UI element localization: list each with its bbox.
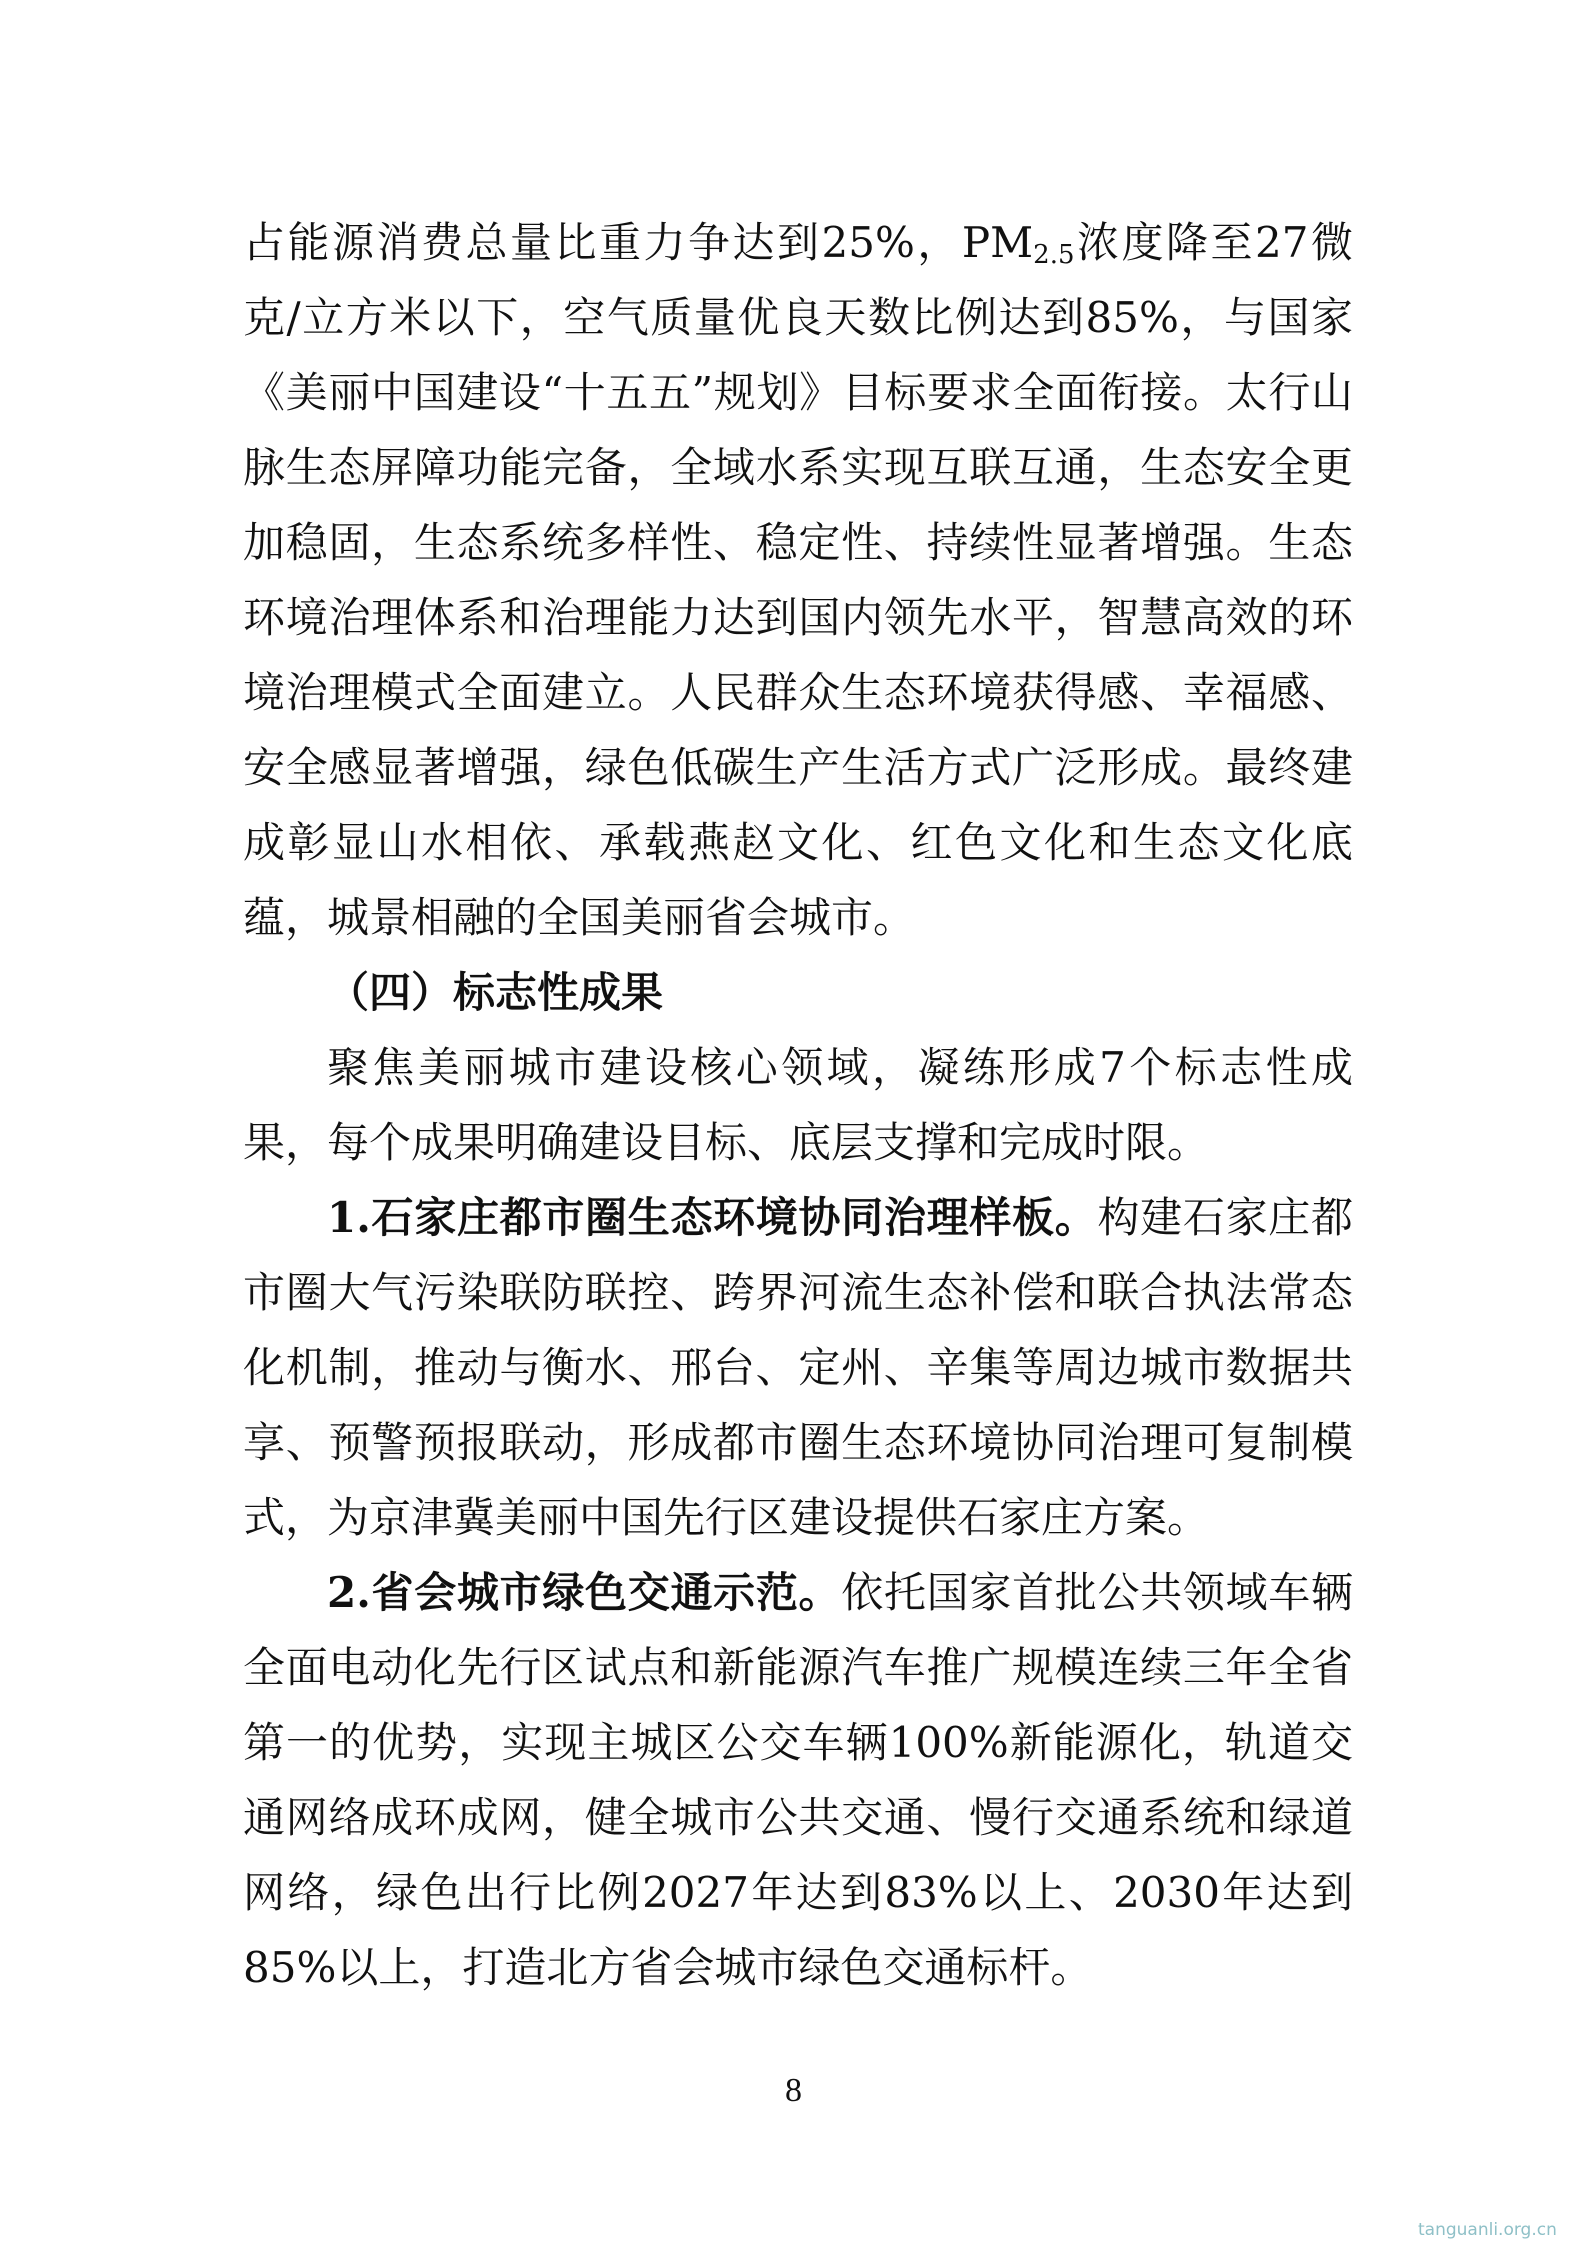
paragraph-goals — [243, 205, 1353, 955]
paragraph-intro: 聚焦美丽城市建设核心领域，凝练形成7个标志性成果，每个成果明确建设目标、底层支撑和完成时限。 — [243, 1043, 1353, 1167]
paragraph-goals-part2: 浓度降至27微克/立方米以下，空气质量优良天数比例达到85%，与国家《美丽中国建设“十五五”规划》目标要求全面衔接。太行山脉生态屏障功能完备，全域水系实现互联互通，生态安全更加稳固，生态系统多样性、稳定性、持续性显著增强。生态环境治理体系和治理能力达到国内领先水平，智慧高效的环境治理模式全面建立。人民群众生态环境获得感、幸福感、安全感显著增强，绿色低碳生产生活方式广泛形成。最终建成彰显山水相依、承载燕赵文化、红色文化和生态文化底蕴，城景相融的全国美丽省会城市。 — [243, 218, 1353, 942]
page-number: 8 — [785, 2072, 802, 2109]
item-2-title: 2.省会城市绿色交通示范。 — [327, 1568, 842, 1617]
paragraph-goals-part1: 占能源消费总量比重力争达到25%，PM — [243, 218, 1034, 267]
item-1 — [243, 1180, 1353, 1555]
pm-subscript: 2.5 — [1033, 240, 1075, 270]
body-text — [243, 205, 1353, 2005]
section-heading-landmark-achievements: （四）标志性成果 — [327, 968, 664, 1017]
item-1-title: 1.石家庄都市圈生态环境协同治理样板。 — [327, 1193, 1098, 1242]
item-2 — [243, 1555, 1353, 2005]
watermark: tanguanli.org.cn — [1418, 2220, 1557, 2240]
item-1-body: 构建石家庄都市圈大气污染联防联控、跨界河流生态补偿和联合执法常态化机制，推动与衡水、邢台、定州、辛集等周边城市数据共享、预警预报联动，形成都市圈生态环境协同治理可复制模式，为京津冀美丽中国先行区建设提供石家庄方案。 — [243, 1193, 1353, 1542]
item-2-body: 依托国家首批公共领域车辆全面电动化先行区试点和新能源汽车推广规模连续三年全省第一的优势，实现主城区公交车辆100%新能源化，轨道交通网络成环成网，健全城市公共交通、慢行交通系统和绿道网络，绿色出行比例2027年达到83%以上、2030年达到85%以上，打造北方省会城市绿色交通标杆。 — [243, 1568, 1353, 1992]
